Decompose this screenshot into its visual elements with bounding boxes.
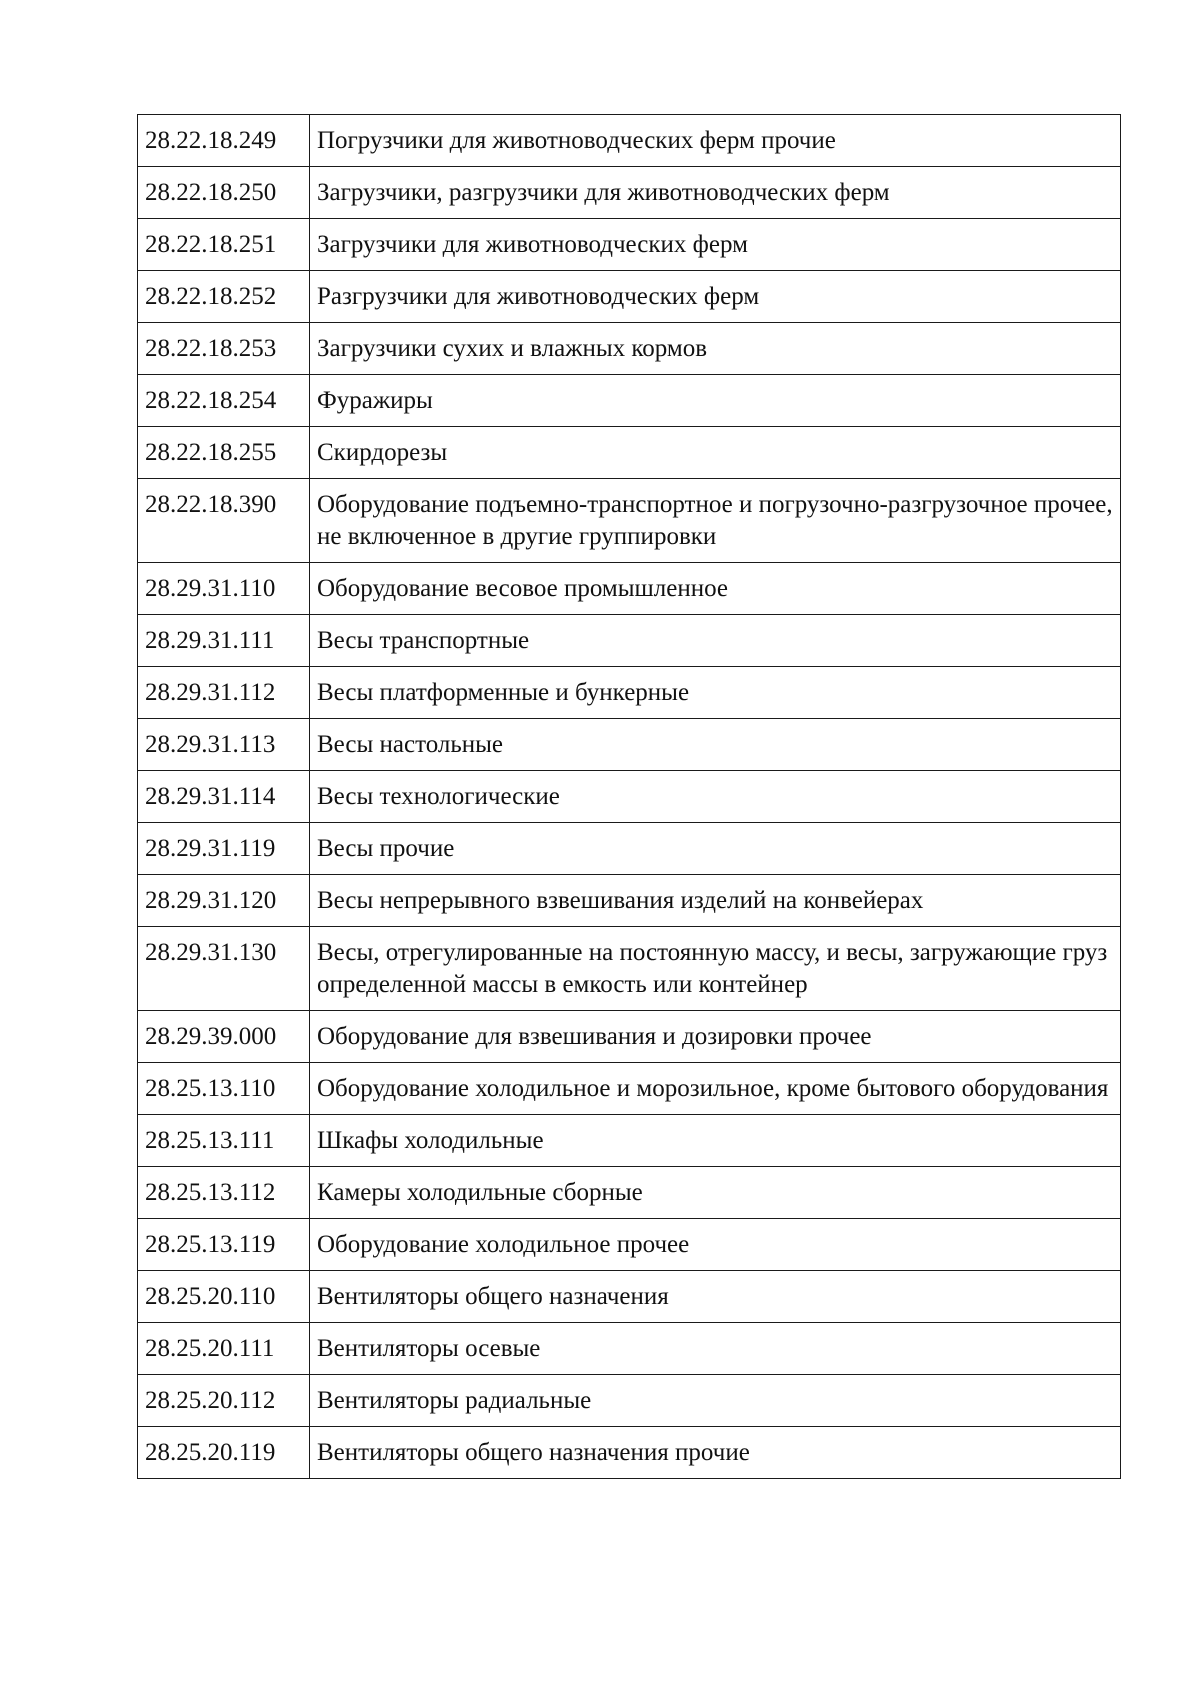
name-cell: Весы, отрегулированные на постоянную массу, и весы, загружающие груз определенной массы в емкость или контейнер bbox=[310, 927, 1121, 1011]
table-row bbox=[138, 167, 1121, 219]
table-row bbox=[138, 1115, 1121, 1167]
code-cell: 28.25.20.112 bbox=[138, 1375, 310, 1427]
name-cell: Вентиляторы общего назначения bbox=[310, 1271, 1121, 1323]
name-cell: Загрузчики сухих и влажных кормов bbox=[310, 323, 1121, 375]
classification-table bbox=[137, 114, 1121, 1479]
name-cell: Разгрузчики для животноводческих ферм bbox=[310, 271, 1121, 323]
code-cell: 28.25.13.112 bbox=[138, 1167, 310, 1219]
name-cell: Вентиляторы общего назначения прочие bbox=[310, 1427, 1121, 1479]
table-row bbox=[138, 1063, 1121, 1115]
code-cell: 28.22.18.254 bbox=[138, 375, 310, 427]
code-cell: 28.22.18.251 bbox=[138, 219, 310, 271]
code-cell: 28.22.18.250 bbox=[138, 167, 310, 219]
name-cell: Шкафы холодильные bbox=[310, 1115, 1121, 1167]
table-row bbox=[138, 563, 1121, 615]
table-row bbox=[138, 375, 1121, 427]
table-row bbox=[138, 1271, 1121, 1323]
name-cell: Вентиляторы осевые bbox=[310, 1323, 1121, 1375]
name-cell: Скирдорезы bbox=[310, 427, 1121, 479]
table-row bbox=[138, 115, 1121, 167]
code-cell: 28.29.31.120 bbox=[138, 875, 310, 927]
name-cell: Оборудование для взвешивания и дозировки прочее bbox=[310, 1011, 1121, 1063]
table-row bbox=[138, 1323, 1121, 1375]
code-cell: 28.25.13.111 bbox=[138, 1115, 310, 1167]
classification-table-body bbox=[138, 115, 1121, 1479]
table-row bbox=[138, 875, 1121, 927]
code-cell: 28.25.20.110 bbox=[138, 1271, 310, 1323]
code-cell: 28.29.31.113 bbox=[138, 719, 310, 771]
name-cell: Весы технологические bbox=[310, 771, 1121, 823]
table-row bbox=[138, 479, 1121, 563]
table-row bbox=[138, 1167, 1121, 1219]
table-row bbox=[138, 427, 1121, 479]
code-cell: 28.22.18.253 bbox=[138, 323, 310, 375]
table-row bbox=[138, 323, 1121, 375]
code-cell: 28.25.20.111 bbox=[138, 1323, 310, 1375]
table-row bbox=[138, 927, 1121, 1011]
name-cell: Весы прочие bbox=[310, 823, 1121, 875]
code-cell: 28.29.31.110 bbox=[138, 563, 310, 615]
table-row bbox=[138, 771, 1121, 823]
table-row bbox=[138, 1427, 1121, 1479]
name-cell: Погрузчики для животноводческих ферм прочие bbox=[310, 115, 1121, 167]
code-cell: 28.29.31.130 bbox=[138, 927, 310, 1011]
table-row bbox=[138, 1375, 1121, 1427]
name-cell: Весы настольные bbox=[310, 719, 1121, 771]
code-cell: 28.22.18.255 bbox=[138, 427, 310, 479]
code-cell: 28.22.18.249 bbox=[138, 115, 310, 167]
table-row bbox=[138, 667, 1121, 719]
code-cell: 28.29.31.111 bbox=[138, 615, 310, 667]
code-cell: 28.25.13.110 bbox=[138, 1063, 310, 1115]
table-row bbox=[138, 1011, 1121, 1063]
name-cell: Весы транспортные bbox=[310, 615, 1121, 667]
table-row bbox=[138, 271, 1121, 323]
name-cell: Загрузчики, разгрузчики для животноводческих ферм bbox=[310, 167, 1121, 219]
table-row bbox=[138, 719, 1121, 771]
code-cell: 28.22.18.252 bbox=[138, 271, 310, 323]
name-cell: Весы платформенные и бункерные bbox=[310, 667, 1121, 719]
table-row bbox=[138, 1219, 1121, 1271]
name-cell: Загрузчики для животноводческих ферм bbox=[310, 219, 1121, 271]
table-row bbox=[138, 219, 1121, 271]
table-row bbox=[138, 615, 1121, 667]
code-cell: 28.25.20.119 bbox=[138, 1427, 310, 1479]
name-cell: Весы непрерывного взвешивания изделий на конвейерах bbox=[310, 875, 1121, 927]
name-cell: Фуражиры bbox=[310, 375, 1121, 427]
name-cell: Оборудование холодильное прочее bbox=[310, 1219, 1121, 1271]
code-cell: 28.29.31.112 bbox=[138, 667, 310, 719]
code-cell: 28.29.31.119 bbox=[138, 823, 310, 875]
code-cell: 28.29.39.000 bbox=[138, 1011, 310, 1063]
name-cell: Оборудование подъемно-транспортное и погрузочно-разгрузочное прочее, не включенное в другие группировки bbox=[310, 479, 1121, 563]
table-row bbox=[138, 823, 1121, 875]
code-cell: 28.29.31.114 bbox=[138, 771, 310, 823]
code-cell: 28.22.18.390 bbox=[138, 479, 310, 563]
code-cell: 28.25.13.119 bbox=[138, 1219, 310, 1271]
name-cell: Оборудование весовое промышленное bbox=[310, 563, 1121, 615]
name-cell: Вентиляторы радиальные bbox=[310, 1375, 1121, 1427]
name-cell: Оборудование холодильное и морозильное, кроме бытового оборудования bbox=[310, 1063, 1121, 1115]
name-cell: Камеры холодильные сборные bbox=[310, 1167, 1121, 1219]
